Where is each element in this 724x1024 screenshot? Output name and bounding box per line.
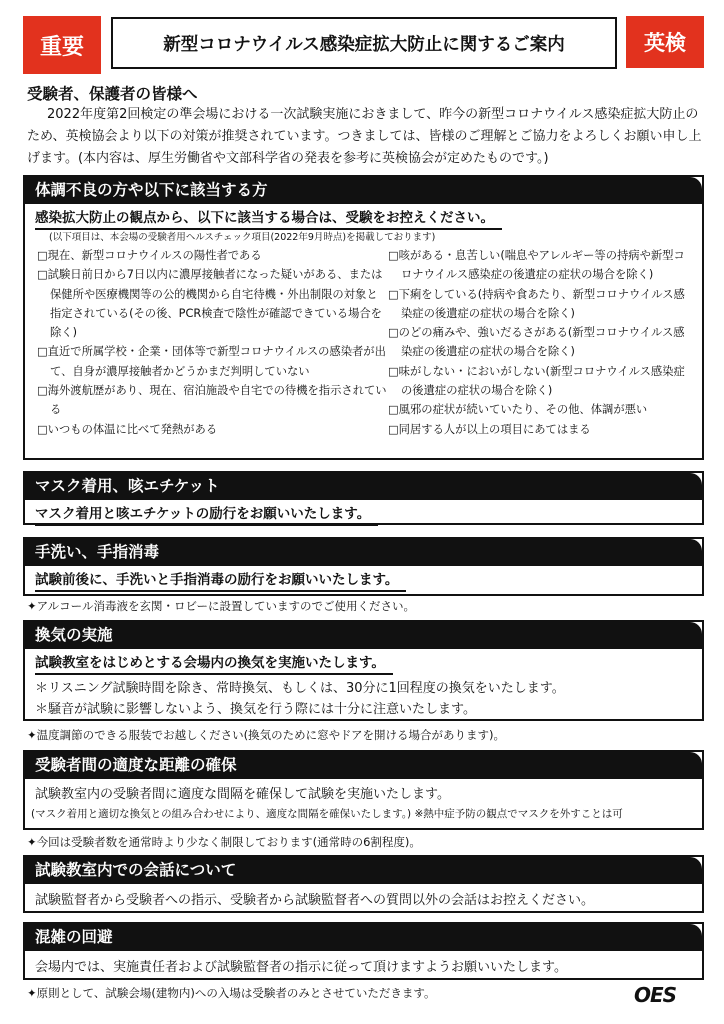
section-text: 試験監督者から受験者への指示、受験者から試験監督者への質問以外の会話はお控えください。 (35, 893, 595, 908)
section-distance (23, 750, 704, 830)
section-note-small: (マスク着用と適切な換気との組み合わせにより、適度な間隔を確保いたします。) ※熱中症予防の観点でマスクを外すことは可 (31, 808, 623, 820)
intro-paragraph: 2022年度第2回検定の準会場における一次試験実施におきまして、昨今の新型コロナウイルス感染症拡大防止のため、英検協会より以下の対策が推奨されています。つきましては、皆様のご理解とご協力をよろしくお願い申し上げます。(本内容は、厚生労働省や文部科学省の発表を参考に英検協会が定めたものです。) (27, 107, 702, 166)
section-lead: マスク着用と咳エチケットの励行をお願いいたします。 (35, 506, 378, 526)
section-heading: 換気の実施 (25, 622, 702, 649)
section-heading: 受験者間の適度な距離の確保 (25, 752, 702, 779)
check-item: □試験日前日から7日以内に濃厚接触者になった疑いがある、または保健所や医療機関等の公的機関から自宅待機・外出制限の対象と指定されている(その後、PCR検査で陰性が確認できている場合を除く) (37, 268, 383, 340)
eiken-badge: 英検 (626, 16, 704, 68)
check-item: □現在、新型コロナウイルスの陽性者である (37, 249, 262, 262)
section-mask (23, 471, 704, 525)
section-lead: 試験前後に、手洗いと手指消毒の励行をお願いいたします。 (35, 572, 406, 592)
section-lead: 感染拡大防止の観点から、以下に該当する場合は、受験をお控えください。 (35, 210, 502, 230)
oes-logo: OES (634, 983, 677, 1007)
section-heading: 混雑の回避 (25, 924, 702, 951)
check-item: □風邪の症状が続いていたり、その他、体調が悪い (388, 403, 648, 417)
check-item: □のどの痛みや、強いだるさがある(新型コロナウイルス感染症の後遺症の症状の場合を除く) (388, 326, 685, 359)
crowd-note: ✦原則として、試験会場(建物内)への入場は受験者のみとさせていただきます。 (27, 986, 436, 1000)
section-conversation (23, 855, 704, 913)
section-crowd (23, 922, 704, 980)
section-note-small: (以下項目は、本会場の受験者用ヘルスチェック項目(2022年9月時点)を掲載しております) (49, 232, 436, 243)
handwash-note: ✦アルコール消毒液を玄関・ロビーに設置していますのでご使用ください。 (27, 599, 415, 613)
section-condition (23, 175, 704, 460)
section-text: 会場内では、実施責任者および試験監督者の指示に従って頂けますようお願いいたします。 (35, 960, 567, 975)
check-item: □直近で所属学校・企業・団体等で新型コロナウイルスの感染者が出て、自身が濃厚接触者かどうかまだ判明していない (37, 345, 386, 378)
check-item: □味がしない・においがしない(新型コロナウイルス感染症の後遺症の症状の場合を除く) (388, 364, 685, 398)
check-item: □下痢をしている(持病や食あたり、新型コロナウイルス感染症の後遺症の症状の場合を除く) (388, 287, 685, 320)
page-title: 新型コロナウイルス感染症拡大防止に関するご案内 (111, 17, 617, 69)
check-item: □いつもの体温に比べて発熱がある (37, 422, 218, 436)
section-handwash (23, 537, 704, 596)
check-item: □咳がある・息苦しい(喘息やアレルギー等の持病や新型コロナウイルス感染症の後遺症の症状の場合を除く) (388, 249, 685, 282)
greeting: 受験者、保護者の皆様へ (27, 85, 198, 103)
section-ventilation (23, 620, 704, 721)
checklist-right (388, 246, 693, 439)
important-badge: 重要 (23, 16, 101, 74)
check-item: □海外渡航歴があり、現在、宿泊施設や自宅での待機を指示されている (37, 384, 387, 417)
section-heading: マスク着用、咳エチケット (25, 473, 702, 500)
check-item: □同居する人が以上の項目にあてはまる (388, 422, 591, 436)
checklist (25, 246, 702, 439)
checklist-left (37, 246, 388, 439)
section-heading: 試験教室内での会話について (25, 857, 702, 884)
section-text: 試験教室内の受験者間に適度な間隔を確保して試験を実施いたします。 (35, 787, 450, 802)
ventilation-point: ＊騒音が試験に影響しないよう、換気を行う際には十分に注意いたします。 (35, 702, 476, 717)
ventilation-note: ✦温度調節のできる服装でお越しください(換気のために窓やドアを開ける場合があります)。 (27, 728, 506, 742)
section-heading: 体調不良の方や以下に該当する方 (25, 177, 702, 204)
section-heading: 手洗い、手指消毒 (25, 539, 702, 566)
distance-note: ✦今回は受験者数を通常時より少なく制限しております(通常時の6割程度)。 (27, 835, 421, 849)
section-lead: 試験教室をはじめとする会場内の換気を実施いたします。 (35, 655, 393, 675)
ventilation-point: ＊リスニング試験時間を除き、常時換気、もしくは、30分に1回程度の換気をいたします。 (35, 681, 565, 696)
